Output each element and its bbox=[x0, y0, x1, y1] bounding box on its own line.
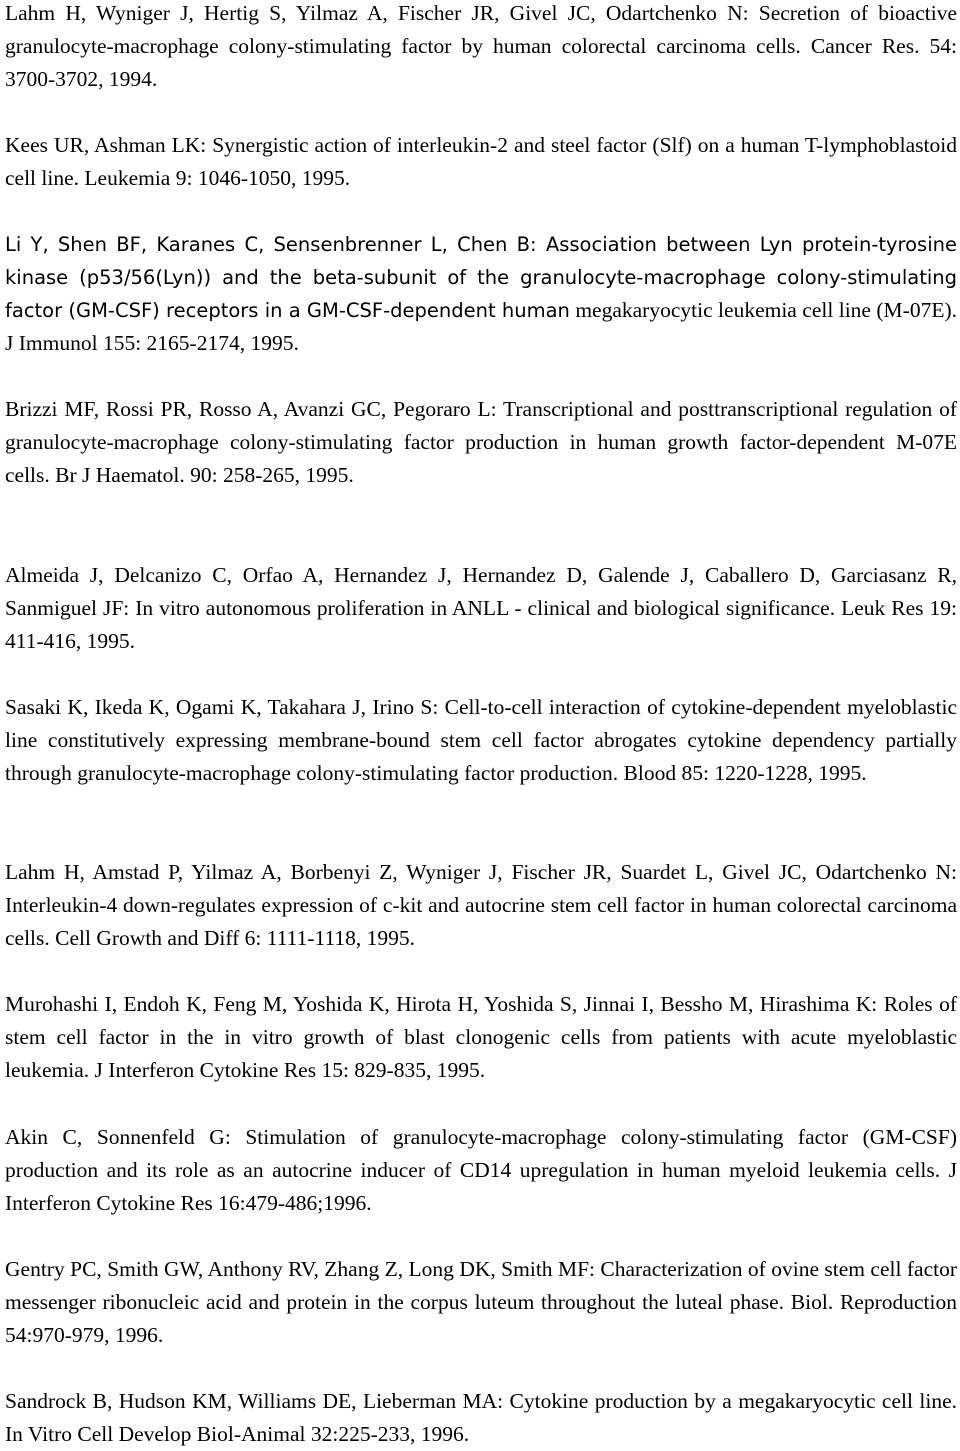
reference-entry: Kees UR, Ashman LK: Synergistic action of interleukin-2 and steel factor (Slf) on a human T-lymphoblastoid cell line. Leukemia 9: 1046-1050, 1995. bbox=[5, 133, 957, 190]
reference-entry: Akin C, Sonnenfeld G: Stimulation of granulocyte-macrophage colony-stimulating factor (GM-CSF) production and its role as an autocrine inducer of CD14 upregulation in human myeloid leukemia cells. J Interferon Cytokine Res 16:479-486;1996. bbox=[5, 1125, 957, 1215]
reference-entry: Gentry PC, Smith GW, Anthony RV, Zhang Z, Long DK, Smith MF: Characterization of ovine stem cell factor messenger ribonucleic acid and protein in the corpus luteum throughout the luteal phase. Biol. Reproduction 54:970-979, 1996. bbox=[5, 1257, 957, 1347]
reference-entry: Almeida J, Delcanizo C, Orfao A, Hernandez J, Hernandez D, Galende J, Caballero D, Garciasanz R, Sanmiguel JF: In vitro autonomous proliferation in ANLL - clinical and biological significance. Leuk Res 19: 411-416, 1995. bbox=[5, 563, 957, 653]
reference-entry: Lahm H, Wyniger J, Hertig S, Yilmaz A, Fischer JR, Givel JC, Odartchenko N: Secretion of bioactive granulocyte-macrophage colony-stimulating factor by human colorectal carcinoma cells. Cancer Res. 54: 3700-3702, 1994. bbox=[5, 1, 957, 91]
reference-text-part: megakaryocytic leukemia cell line (M-07E). J Immunol 155: 2165-2174, 1995. bbox=[5, 298, 957, 355]
reference-entry: Lahm H, Amstad P, Yilmaz A, Borbenyi Z, Wyniger J, Fischer JR, Suardet L, Givel JC, Odartchenko N: Interleukin-4 down-regulates expression of c-kit and autocrine stem cell factor in human colorectal carcinoma cells. Cell Growth and Diff 6: 1111-1118, 1995. bbox=[5, 860, 957, 950]
reference-entry: Murohashi I, Endoh K, Feng M, Yoshida K, Hirota H, Yoshida S, Jinnai I, Bessho M, Hirashima K: Roles of stem cell factor in the in vitro growth of blast clonogenic cells from patients with acute myeloblastic leukemia. J Interferon Cytokine Res 15: 829-835, 1995. bbox=[5, 992, 957, 1082]
reference-entry bbox=[5, 228, 957, 360]
reference-entry: Brizzi MF, Rossi PR, Rosso A, Avanzi GC, Pegoraro L: Transcriptional and posttranscriptional regulation of granulocyte-macrophage colony-stimulating factor production in human growth factor-dependent M-07E cells. Br J Haematol. 90: 258-265, 1995. bbox=[5, 397, 957, 487]
reference-text-part: Li Y, Shen BF, Karanes C, Sensenbrenner L, Chen B: Association between Lyn protein-tyrosine kinase (p53/56(Lyn)) and the beta-subunit of the granulocyte-macrophage colony-stimulating factor (GM-CSF) receptors in a GM-CSF-dependent human bbox=[5, 233, 957, 322]
reference-entry: Sandrock B, Hudson KM, Williams DE, Lieberman MA: Cytokine production by a megakaryocytic cell line. In Vitro Cell Develop Biol-Animal 32:225-233, 1996. bbox=[5, 1389, 957, 1446]
reference-entry: Sasaki K, Ikeda K, Ogami K, Takahara J, Irino S: Cell-to-cell interaction of cytokine-dependent myeloblastic line constitutively expressing membrane-bound stem cell factor abrogates cytokine dependency partially through granulocyte-macrophage colony-stimulating factor production. Blood 85: 1220-1228, 1995. bbox=[5, 695, 957, 785]
